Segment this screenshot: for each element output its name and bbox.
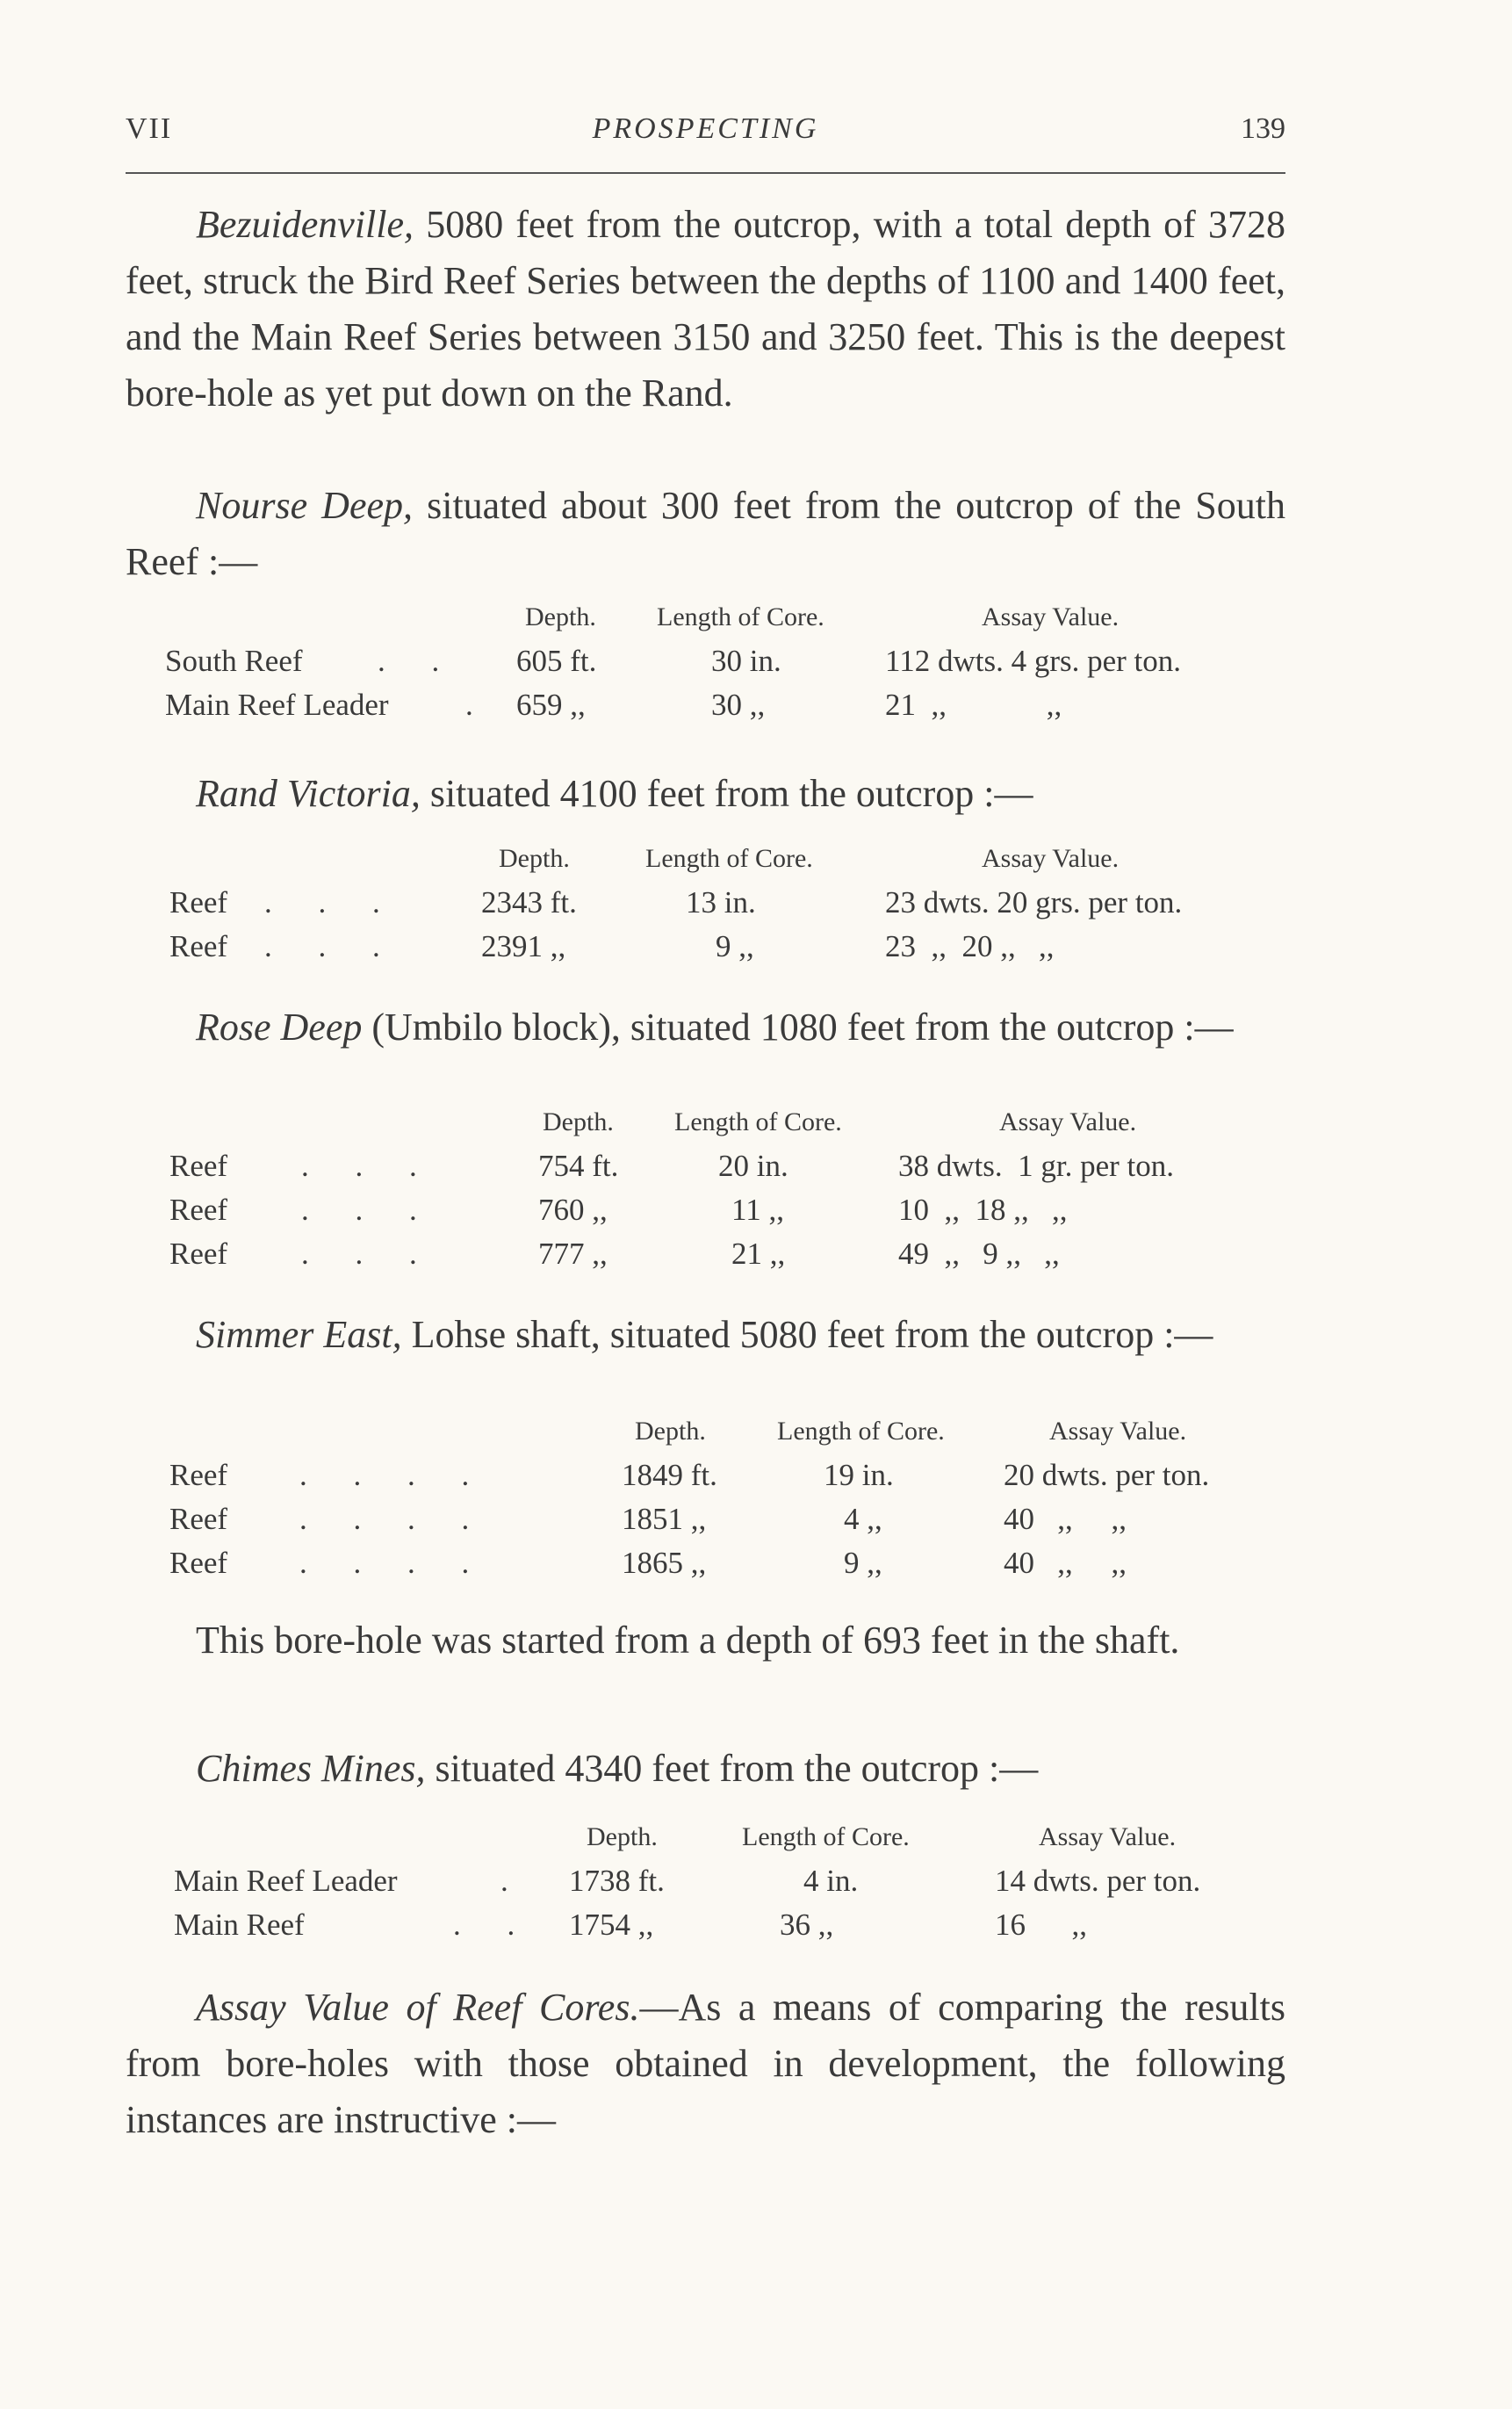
length-value: 13 in.	[686, 885, 756, 920]
depth-value: 605 ft.	[516, 644, 597, 678]
row-label: Main Reef	[174, 1908, 305, 1942]
length-value: 36 ,,	[780, 1908, 834, 1942]
row-label: Reef	[169, 1193, 228, 1227]
leader-dots: . .	[378, 644, 459, 678]
length-value: 4 ,,	[844, 1502, 882, 1536]
table-row	[174, 1903, 1285, 1947]
depth-value: 659 ,,	[516, 688, 586, 722]
paragraph-nourse-deep	[126, 478, 1285, 590]
depth-value: 1865 ,,	[622, 1546, 707, 1580]
row-label: Main Reef Leader	[165, 688, 389, 722]
section-heading: Assay Value of Reef Cores.	[196, 1986, 640, 2029]
table-header	[169, 1100, 1285, 1144]
table-header	[169, 1410, 1285, 1453]
row-label: Reef	[169, 885, 228, 920]
paragraph-bezuidenville	[126, 197, 1285, 422]
table-row	[169, 1232, 1285, 1276]
assay-header: Assay Value.	[999, 1107, 1137, 1136]
length-value: 9 ,,	[716, 929, 754, 963]
leader-dots: . . .	[301, 1149, 436, 1183]
assay-header: Assay Value.	[982, 602, 1120, 631]
length-header: Length of Core.	[777, 1417, 945, 1446]
depth-value: 1754 ,,	[569, 1908, 654, 1942]
paragraph-text: situated 4340 feet from the outcrop :—	[425, 1747, 1039, 1790]
header-rule	[126, 172, 1285, 174]
table-row	[162, 683, 1278, 727]
paragraph-chimes-mines	[126, 1741, 1285, 1797]
leader-dots: . . .	[301, 1237, 436, 1271]
mine-name: Bezuidenville,	[196, 203, 414, 246]
mine-name: Simmer East,	[196, 1313, 402, 1356]
table-header	[169, 837, 1285, 881]
row-label: South Reef	[165, 644, 303, 678]
table-header	[174, 1815, 1285, 1859]
leader-dots: . . .	[301, 1193, 436, 1227]
length-value: 11 ,,	[731, 1193, 784, 1227]
leader-dots: . . . .	[299, 1458, 489, 1492]
chimes-mines-table	[174, 1815, 1285, 1947]
paragraph-rand-victoria	[126, 766, 1285, 822]
paragraph-rose-deep	[126, 999, 1285, 1056]
row-label: Reef	[169, 1458, 228, 1492]
table-row	[169, 1453, 1285, 1497]
mine-name: Rose Deep	[196, 1006, 363, 1049]
length-value: 30 ,,	[711, 688, 766, 722]
table-row	[174, 1859, 1285, 1903]
assay-value: 21 ,, ,,	[885, 688, 1062, 722]
depth-value: 2391 ,,	[481, 929, 566, 963]
assay-header: Assay Value.	[982, 844, 1120, 873]
row-label: Reef	[169, 1546, 228, 1580]
assay-value: 49 ,, 9 ,, ,,	[898, 1237, 1060, 1271]
paragraph-text: (Umbilo block), situated 1080 feet from the outcrop :—	[362, 1006, 1234, 1049]
assay-value: 112 dwts. 4 grs. per ton.	[885, 644, 1182, 678]
row-label: Reef	[169, 1149, 228, 1183]
leader-dots: . . .	[264, 885, 400, 920]
assay-value: 16 ,,	[995, 1908, 1087, 1942]
leader-dots: .	[500, 1864, 528, 1898]
length-header: Length of Core.	[645, 844, 813, 873]
mine-name: Rand Victoria,	[196, 772, 421, 815]
leader-dots: . . .	[264, 929, 400, 963]
running-title: PROSPECTING	[592, 112, 819, 145]
depth-header: Depth.	[525, 602, 596, 631]
assay-value: 38 dwts. 1 gr. per ton.	[898, 1149, 1175, 1183]
chapter-number: VII	[126, 112, 173, 145]
depth-header: Depth.	[587, 1822, 658, 1851]
rand-victoria-table	[169, 837, 1285, 969]
assay-value: 40 ,, ,,	[1004, 1546, 1127, 1580]
paragraph-text: —As a means of comparing the results from bore-holes with those obtained in development, the following instances are instructive :—	[126, 1986, 1286, 2141]
assay-value: 23 dwts. 20 grs. per ton.	[885, 885, 1183, 920]
length-value: 4 in.	[803, 1864, 859, 1898]
table-row	[169, 1497, 1285, 1541]
length-header: Length of Core.	[657, 602, 824, 631]
mine-name: Chimes Mines,	[196, 1747, 426, 1790]
length-value: 30 in.	[711, 644, 781, 678]
depth-value: 1851 ,,	[622, 1502, 707, 1536]
assay-header: Assay Value.	[1049, 1417, 1187, 1446]
nourse-deep-table	[162, 595, 1278, 727]
depth-value: 1849 ft.	[622, 1458, 717, 1492]
paragraph-text: situated 4100 feet from the outcrop :—	[420, 772, 1033, 815]
row-label: Main Reef Leader	[174, 1864, 398, 1898]
table-row	[169, 1541, 1285, 1585]
length-header: Length of Core.	[674, 1107, 842, 1136]
row-label: Reef	[169, 929, 228, 963]
depth-value: 2343 ft.	[481, 885, 577, 920]
leader-dots: . . . .	[299, 1546, 489, 1580]
assay-value: 23 ,, 20 ,, ,,	[885, 929, 1055, 963]
assay-value: 14 dwts. per ton.	[995, 1864, 1201, 1898]
row-label: Reef	[169, 1502, 228, 1536]
depth-header: Depth.	[635, 1417, 706, 1446]
paragraph-bore-hole-note: This bore-hole was started from a depth of 693 feet in the shaft.	[196, 1619, 1180, 1662]
assay-value: 40 ,, ,,	[1004, 1502, 1127, 1536]
leader-dots: .	[465, 688, 493, 722]
assay-value: 10 ,, 18 ,, ,,	[898, 1193, 1068, 1227]
table-row	[169, 1144, 1285, 1188]
depth-value: 760 ,,	[538, 1193, 608, 1227]
table-header	[162, 595, 1278, 639]
table-row	[169, 881, 1285, 925]
paragraph-text: 5080 feet from the outcrop, with a total depth of 3728 feet, struck the Bird Reef Series between the depths of 1100 and 1400 feet, and the Main Reef Series between 3150 and 3250 feet. This is the deepest bore-hole as yet put down on the Rand.	[126, 203, 1285, 415]
depth-value: 1738 ft.	[569, 1864, 665, 1898]
leader-dots: . . . .	[299, 1502, 489, 1536]
depth-header: Depth.	[543, 1107, 614, 1136]
leader-dots: . .	[453, 1908, 535, 1942]
page-number: 139	[1241, 112, 1285, 145]
paragraph-simmer-east	[126, 1307, 1285, 1363]
length-value: 19 in.	[824, 1458, 894, 1492]
depth-value: 754 ft.	[538, 1149, 619, 1183]
paragraph-text: Lohse shaft, situated 5080 feet from the outcrop :—	[401, 1313, 1213, 1356]
assay-value: 20 dwts. per ton.	[1004, 1458, 1210, 1492]
paragraph-assay-value-of-reef-cores	[126, 1980, 1285, 2148]
row-label: Reef	[169, 1237, 228, 1271]
mine-name: Nourse Deep,	[196, 484, 414, 527]
length-value: 20 in.	[718, 1149, 788, 1183]
simmer-east-table	[169, 1410, 1285, 1585]
table-row	[169, 925, 1285, 969]
table-row	[169, 1188, 1285, 1232]
rose-deep-table	[169, 1100, 1285, 1276]
running-header	[126, 112, 1285, 156]
depth-value: 777 ,,	[538, 1237, 608, 1271]
length-value: 9 ,,	[844, 1546, 882, 1580]
length-value: 21 ,,	[731, 1237, 786, 1271]
paragraph-text: situated about 300 feet from the outcrop of the South Reef :—	[126, 484, 1285, 583]
assay-header: Assay Value.	[1039, 1822, 1177, 1851]
table-row	[162, 639, 1278, 683]
length-header: Length of Core.	[742, 1822, 910, 1851]
depth-header: Depth.	[499, 844, 570, 873]
